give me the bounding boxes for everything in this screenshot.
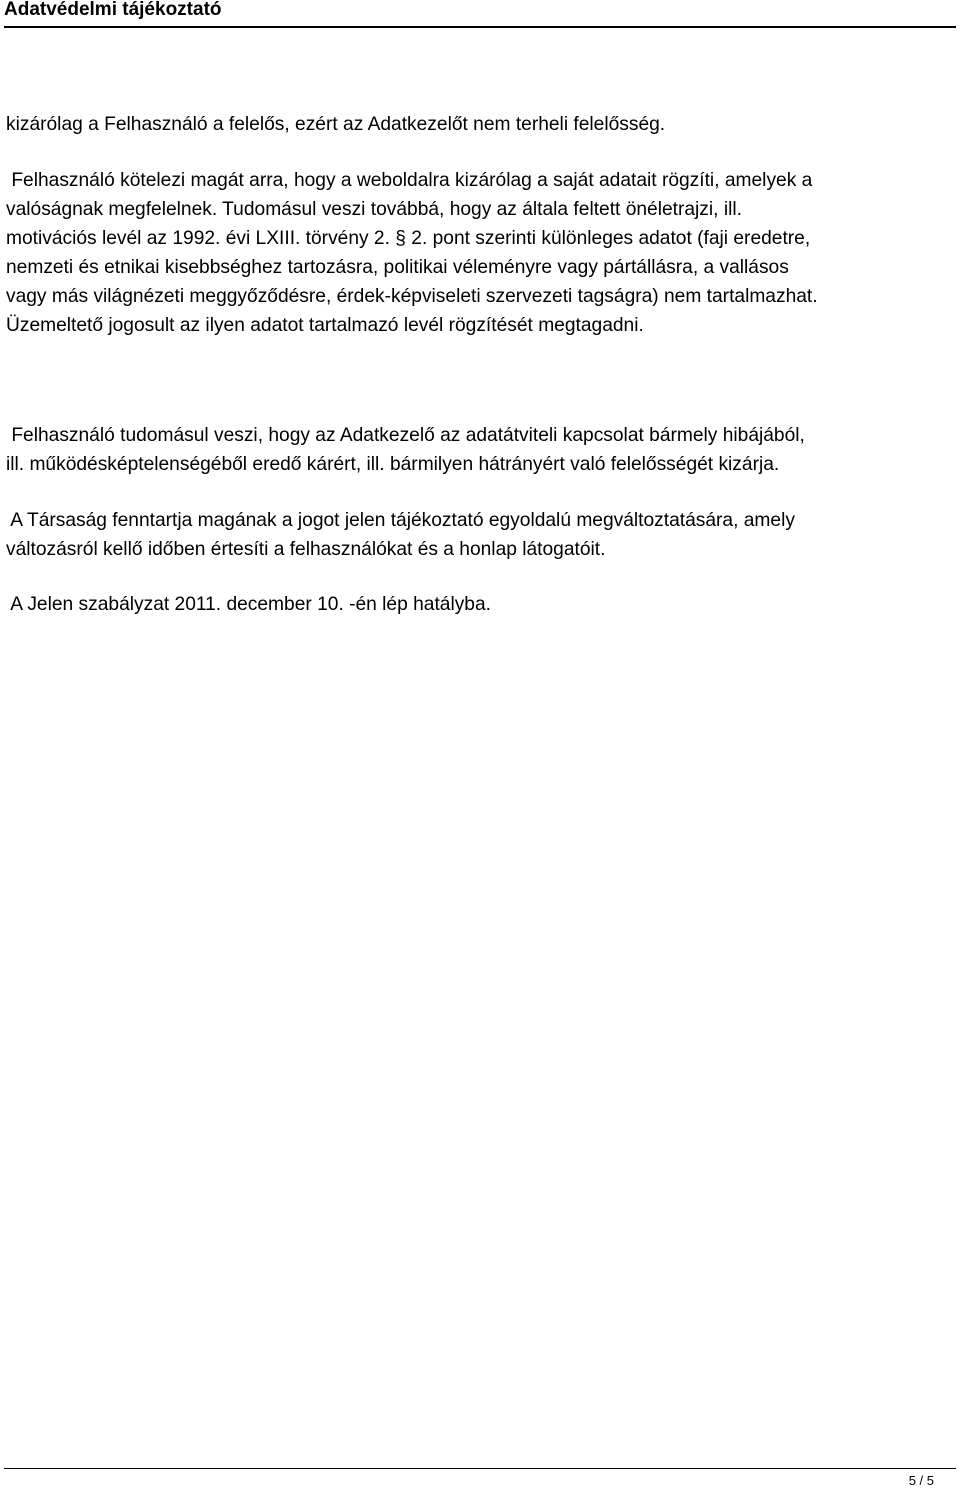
text-line: Üzemeltető jogosult az ilyen adatot tartalmazó levél rögzítését megtagadni. — [6, 315, 644, 336]
text-line: ill. működésképtelenségéből eredő kárért, ill. bármilyen hátrányért való felelősségét kizárja. — [6, 454, 780, 475]
text-line: változásról kellő időben értesíti a felhasználókat és a honlap látogatóit. — [6, 539, 606, 560]
text-line: vagy más világnézeti meggyőződésre, érdek-képviseleti szervezeti tagságra) nem tartalmazhat. — [6, 286, 818, 307]
paragraph-transfer-errors — [6, 421, 805, 479]
text-line: A Jelen szabályzat 2011. december 10. -én lép hatályba. — [6, 594, 491, 615]
text-line: valóságnak megfelelnek. Tudomásul veszi továbbá, hogy az általa feltett önéletrajzi, ill. — [6, 199, 742, 220]
document-title: Adatvédelmi tájékoztató — [4, 0, 222, 20]
paragraph-effective-date — [6, 590, 491, 619]
text-line: Felhasználó kötelezi magát arra, hogy a weboldalra kizárólag a saját adatait rögzíti, amelyek a — [6, 170, 813, 191]
paragraph-liability — [6, 110, 665, 139]
paragraph-amendment — [6, 506, 795, 564]
text-line: motivációs levél az 1992. évi LXIII. törvény 2. § 2. pont szerinti különleges adatot (faji eredetre, — [6, 228, 811, 249]
page-header — [4, 0, 956, 28]
text-line: kizárólag a Felhasználó a felelős, ezért az Adatkezelőt nem terheli felelősség. — [6, 114, 666, 135]
text-line: Felhasználó tudomásul veszi, hogy az Adatkezelő az adatátviteli kapcsolat bármely hibájából, — [6, 425, 805, 446]
page-number: 5 / 5 — [908, 1473, 934, 1488]
paragraph-user-data — [6, 166, 818, 340]
text-line: nemzeti és etnikai kisebbséghez tartozásra, politikai véleményre vagy pártállásra, a vallásos — [6, 257, 789, 278]
page-footer — [4, 1468, 956, 1488]
text-line: A Társaság fenntartja magának a jogot jelen tájékoztató egyoldalú megváltoztatására, amely — [6, 510, 795, 531]
